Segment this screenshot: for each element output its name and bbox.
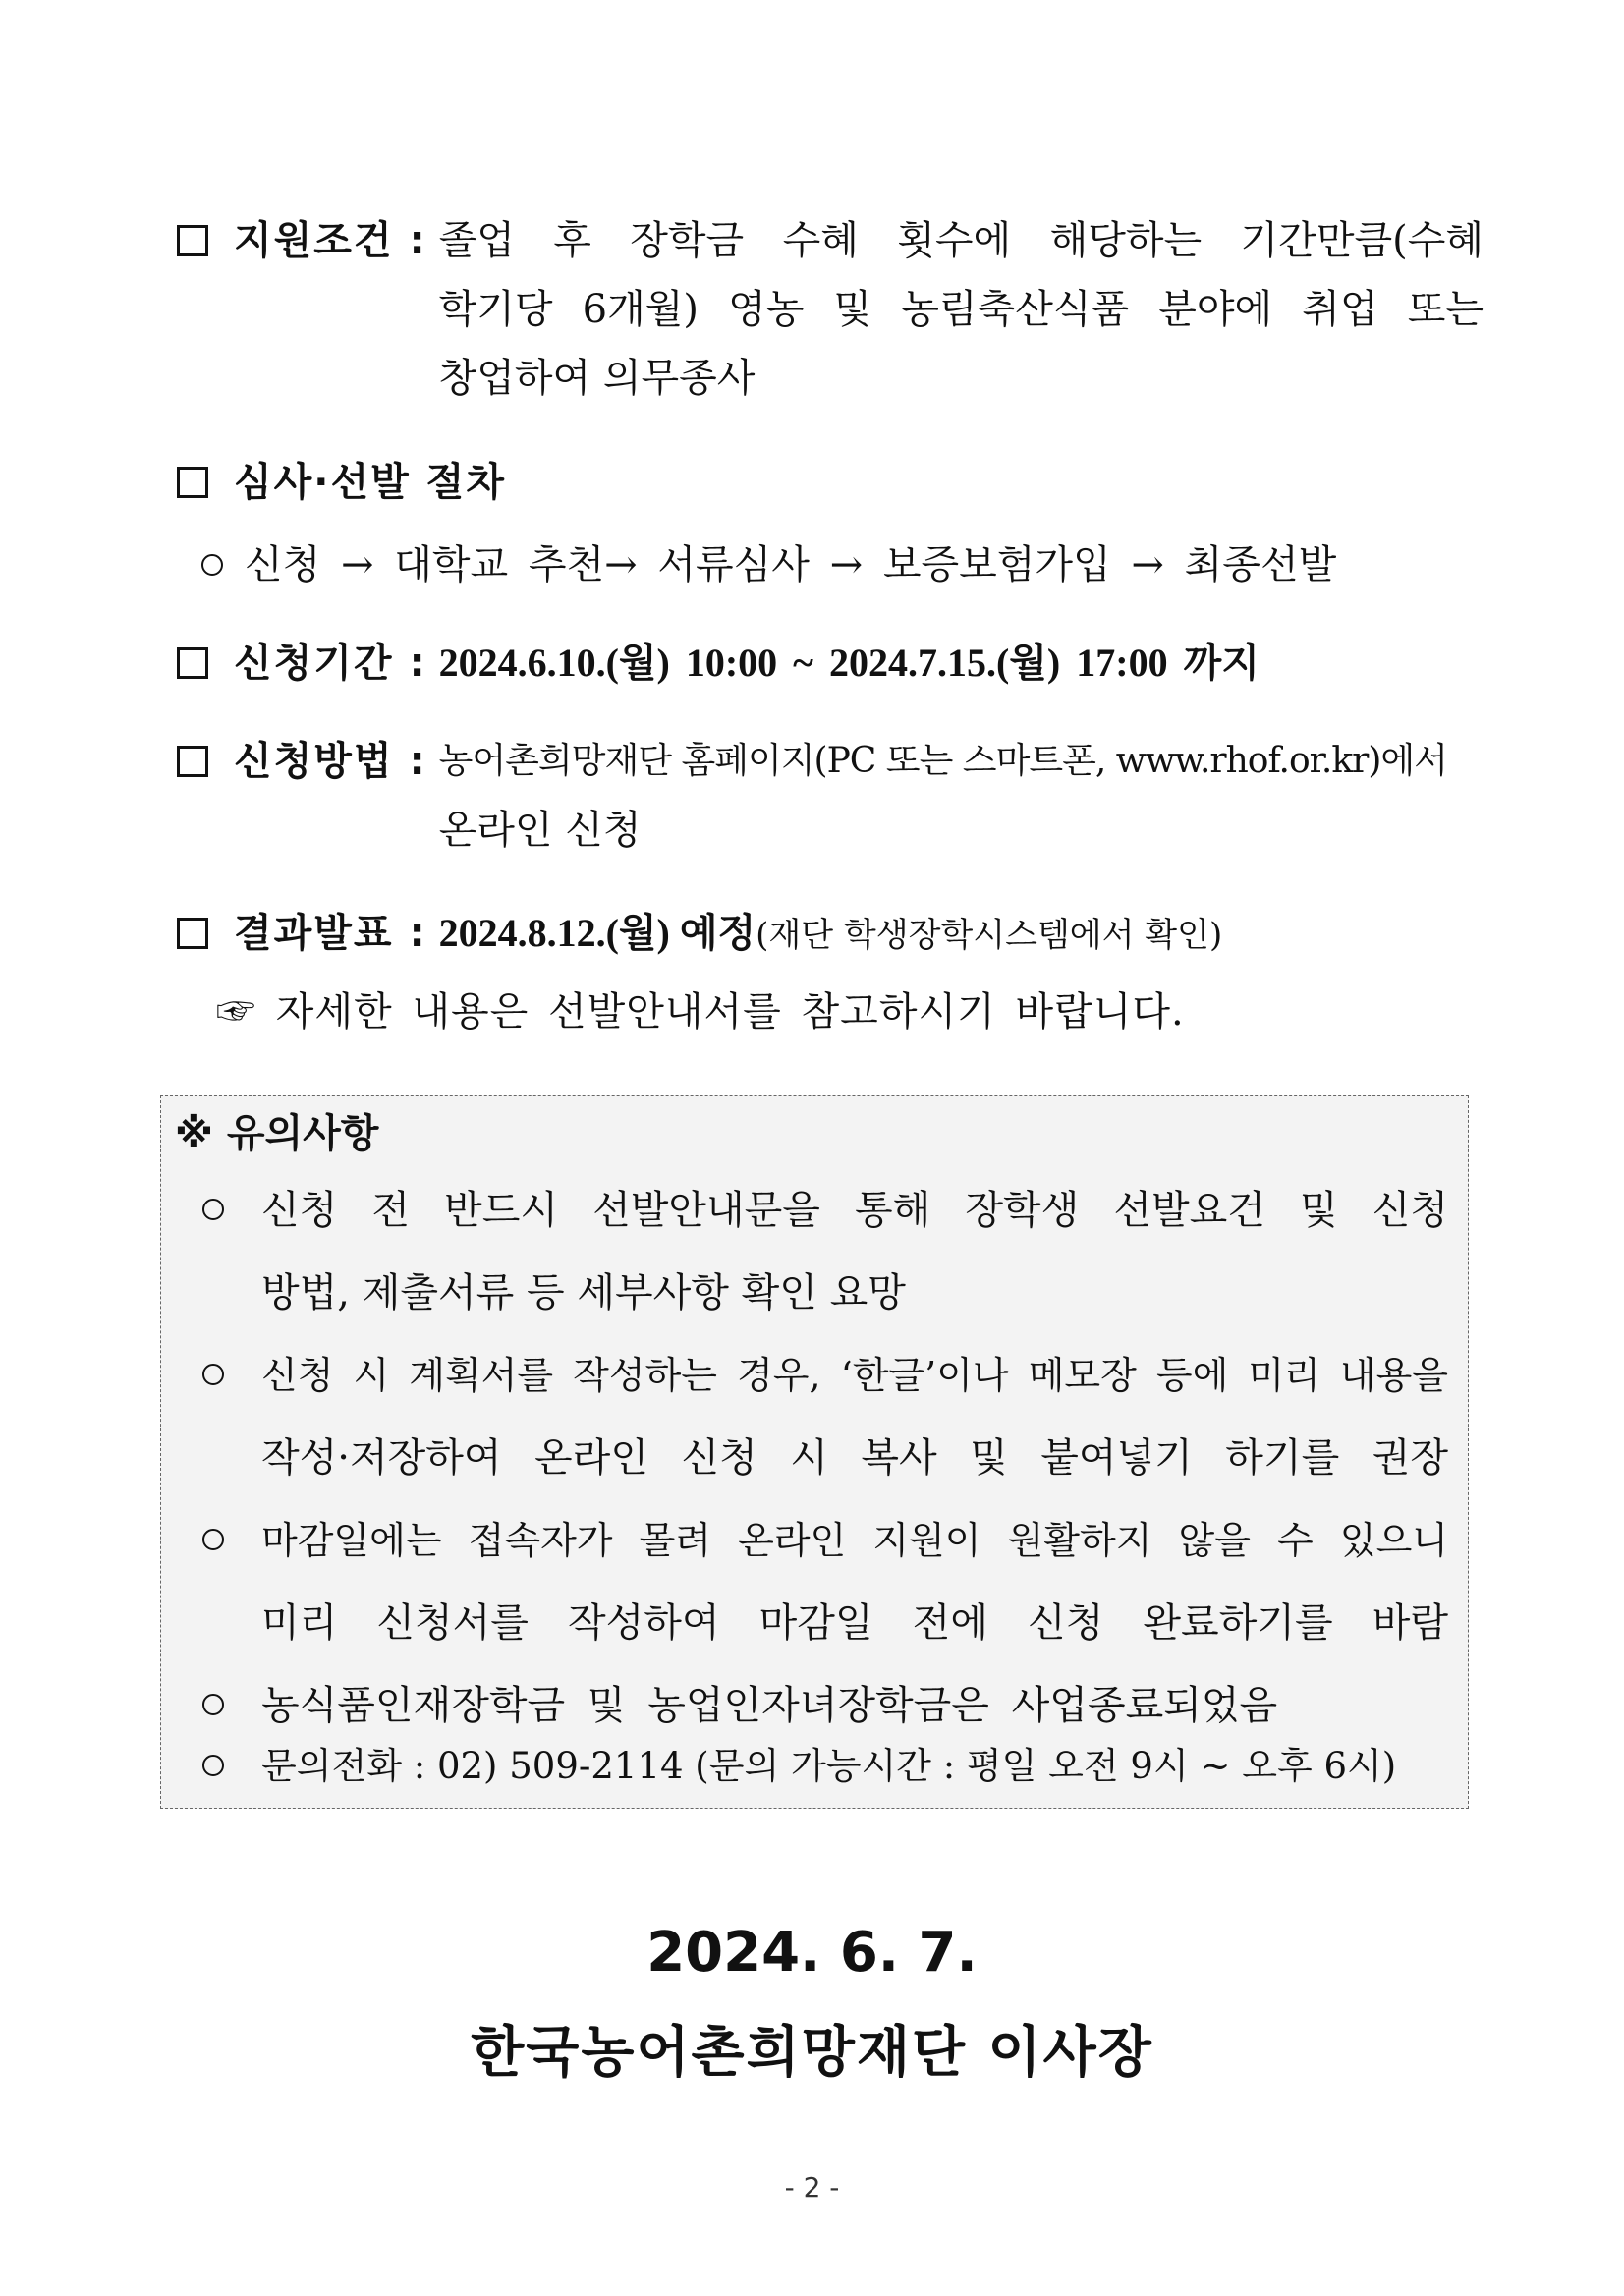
section-content — [439, 206, 1484, 413]
notice-title: ※ 유의사항 — [175, 1111, 379, 1156]
section-conditions — [177, 206, 1484, 413]
label-colon: : — [409, 911, 425, 956]
label-colon: : — [409, 739, 425, 784]
period-text: 2024.6.10.(월) 10:00 ~ 2024.7.15.(월) 17:00 까지 — [438, 641, 1260, 685]
bullet-circle-icon — [202, 1199, 224, 1220]
section-method — [177, 727, 1484, 865]
bullet-circle-icon — [202, 1364, 224, 1385]
bullet-circle-icon — [202, 1529, 224, 1550]
label-colon: : — [409, 641, 425, 686]
section-label: 심사·선발 절차 — [234, 460, 506, 505]
notice-item — [202, 1499, 1450, 1664]
procedure-flow-text: 신청 → 대학교 추천→ 서류심사 → 보증보험가입 → 최종선발 — [245, 542, 1337, 588]
checkbox-square-icon — [177, 746, 208, 777]
section-label: 신청기간 — [234, 641, 394, 686]
section-label: 지원조건 — [234, 218, 394, 263]
result-note: (재단 학생장학시스템에서 확인) — [756, 916, 1223, 955]
result-date: 2024.8.12.(월) 예정 — [438, 911, 756, 955]
bullet-circle-icon — [201, 554, 223, 576]
section-procedure — [177, 448, 1484, 517]
checkbox-square-icon — [177, 467, 208, 498]
content-line: 온라인 신청 — [438, 808, 642, 853]
notice-line: 방법, 제출서류 등 세부사항 확인 요망 — [261, 1270, 906, 1316]
checkbox-square-icon — [177, 918, 208, 949]
reference-note: ☞ 자세한 내용은 선발안내서를 참고하시기 바랍니다. — [216, 989, 1185, 1035]
procedure-flow — [201, 531, 1336, 599]
page-number: - 2 - — [784, 2171, 840, 2204]
section-label: 신청방법 — [234, 739, 394, 784]
notice-line: 마감일에는 접속자가 몰려 온라인 지원이 원활하지 않을 수 있으니 — [261, 1519, 1448, 1562]
notice-box — [160, 1095, 1469, 1809]
section-label: 결과발표 — [234, 911, 394, 956]
notice-item — [202, 1169, 1450, 1334]
notice-item — [202, 1725, 1450, 1808]
content-line: 졸업 후 장학금 수혜 횟수에 해당하는 기간만큼(수혜 — [438, 218, 1484, 263]
bullet-circle-icon — [202, 1755, 224, 1776]
content-line: 창업하여 의무종사 — [438, 356, 756, 401]
section-period — [177, 629, 1484, 698]
label-colon: : — [409, 218, 425, 263]
notice-item — [202, 1334, 1450, 1499]
checkbox-square-icon — [177, 647, 208, 679]
notice-line: 미리 신청서를 작성하여 마감일 전에 신청 완료하기를 바람 — [261, 1600, 1448, 1646]
checkbox-square-icon — [177, 225, 208, 256]
notice-line: 농식품인재장학금 및 농업인자녀장학금은 사업종료되었음 — [261, 1683, 1278, 1728]
section-content — [439, 899, 1484, 970]
content-line: 농어촌희망재단 홈페이지(PC 또는 스마트폰, www.rhof.or.kr)에서 — [438, 741, 1447, 781]
notice-line: 신청 시 계획서를 작성하는 경우, ‘한글’이나 메모장 등에 미리 내용을 — [261, 1354, 1448, 1397]
document-date: 2024. 6. 7. — [646, 1921, 978, 1985]
bullet-circle-icon — [202, 1694, 224, 1715]
section-content — [439, 727, 1484, 865]
document-signer: 한국농어촌희망재단 이사장 — [471, 2021, 1153, 2085]
notice-line: 신청 전 반드시 선발안내문을 통해 장학생 선발요건 및 신청 — [261, 1188, 1448, 1233]
notice-line: 작성·저장하여 온라인 신청 시 복사 및 붙여넣기 하기를 권장 — [261, 1435, 1448, 1481]
section-result — [177, 899, 1484, 970]
notice-line: 문의전화 : 02) 509-2114 (문의 가능시간 : 평일 오전 9시 ~ 오후 6시) — [261, 1745, 1397, 1787]
content-line: 학기당 6개월) 영농 및 농림축산식품 분야에 취업 또는 — [438, 287, 1484, 332]
